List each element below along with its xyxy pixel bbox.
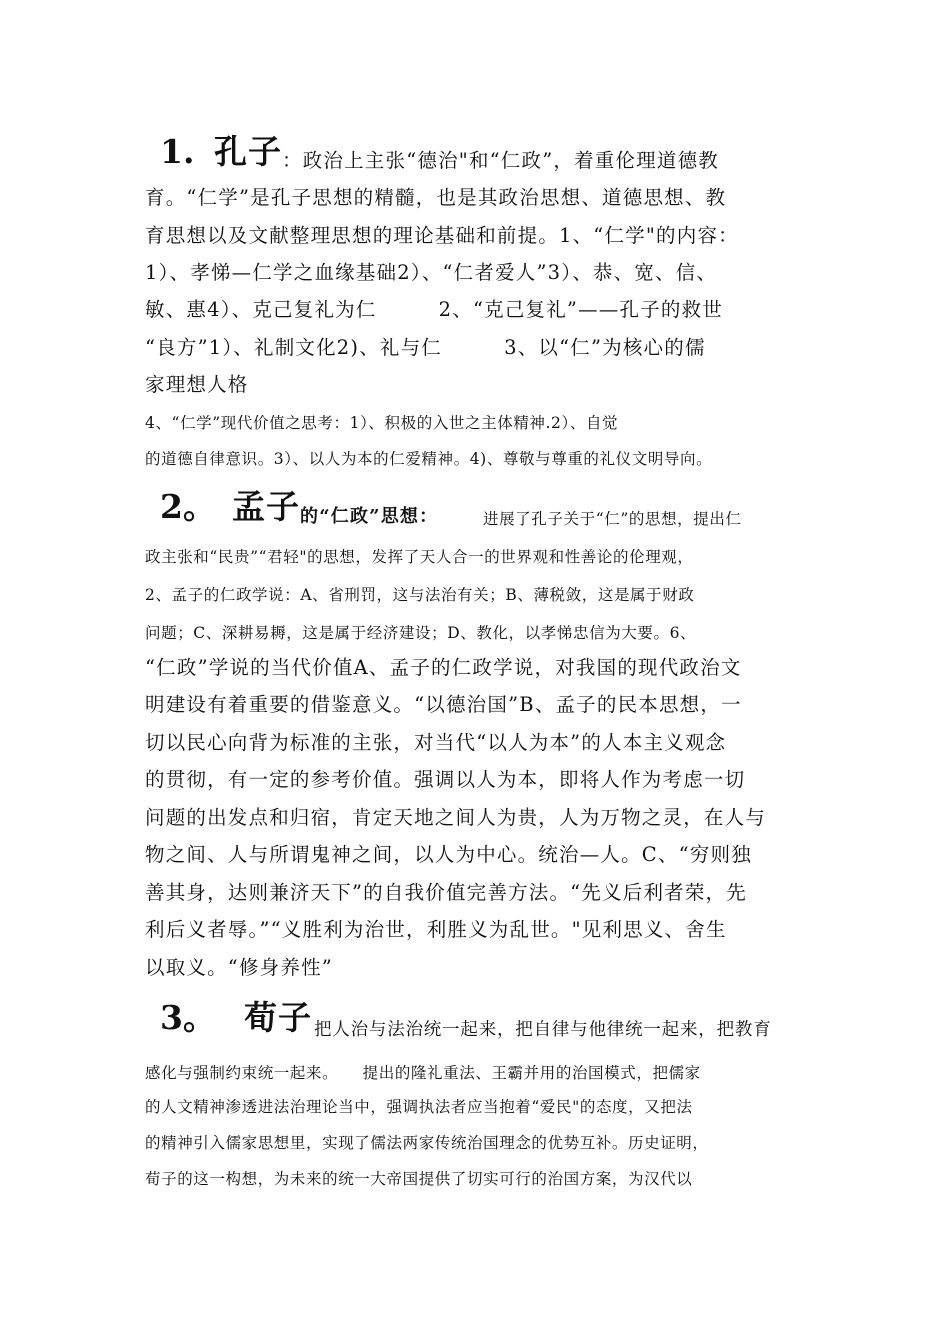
- section-1-line: 育。“仁学”是孔子思想的精髓，也是其政治思想、道德思想、教: [145, 186, 727, 209]
- section-1-number: 1.: [160, 132, 195, 171]
- section-3-small-line: 的人文精神渗透进法治理论当中，强调执法者应当抱着“爱民"的态度，又把法: [145, 1098, 693, 1116]
- section-3-small-line: 的精神引入儒家思想里，实现了儒法两家传统治国理念的优势互补。历史证明，: [145, 1134, 709, 1152]
- section-1-heading: [0, 130, 950, 174]
- section-3-heading-text: 把人治与法治统一起来，把自律与他律统一起来，把教育: [314, 1020, 772, 1040]
- section-2-line: 问题的出发点和归宿，肯定天地之间人为贵，人为万物之灵，在人与: [145, 806, 767, 829]
- section-3-small-line: 感化与强制约束统一起来。 提出的隆礼重法、王霸并用的治国模式，把儒家: [145, 1064, 701, 1082]
- section-2-number: 2。: [160, 487, 216, 526]
- section-2-name: 孟子: [232, 487, 300, 526]
- section-1-small-line: 4、“仁学”现代价值之思考：1）、积极的入世之主体精神.2）、自觉: [145, 414, 619, 432]
- section-2-heading: [0, 485, 950, 529]
- section-2-line: 利后义者辱。”“义胜利为治世，利胜义为乱世。"见利思义、舍生: [145, 918, 727, 941]
- section-2-small-line: 政主张和“民贵”“君轻"的思想，发挥了天人合一的世界观和性善论的伦理观，: [145, 548, 694, 566]
- section-3-name: 荀子: [244, 998, 312, 1037]
- section-1-line: 敏、惠4）、克己复礼为仁 2、“克己复礼”——孔子的救世: [145, 298, 724, 321]
- section-1-name: 孔子: [214, 132, 282, 171]
- section-1-line: 家理想人格: [145, 373, 249, 396]
- section-1-line: 1）、孝悌—仁学之血缘基础2）、“仁者爱人”3）、恭、宽、信、: [145, 261, 718, 284]
- section-2-small-line: 2、孟子的仁政学说：A、省刑罚，这与法治有关；B、薄税敛，这是属于财政: [145, 586, 695, 604]
- section-2-line: 善其身，达则兼济天下”的自我价值完善方法。“先义后利者荣，先: [145, 881, 747, 904]
- section-1-heading-text: ：政治上主张“德治"和“仁政”，着重伦理道德教: [282, 149, 719, 172]
- section-1-line: “良方”1）、礼制文化2)、礼与仁 3、以“仁”为核心的儒: [145, 336, 706, 359]
- section-2-heading-text: 进展了孔子关于“仁”的思想，提出仁: [483, 510, 742, 528]
- section-3-heading: [0, 996, 950, 1040]
- section-1-small-line: 的道德自律意识。3）、以人为本的仁爱精神。4)、尊敬与尊重的礼仪文明导向。: [145, 450, 713, 468]
- section-2-small-line: 问题；C、深耕易耨，这是属于经济建设；D、教化，以孝悌忠信为大要。6、: [145, 624, 697, 642]
- section-2-line: 物之间、人与所谓鬼神之间，以人为中心。统治—人。C、“穷则独: [145, 843, 752, 866]
- section-1-line: 育思想以及文献整理思想的理论基础和前提。1、“仁学"的内容：: [145, 224, 739, 247]
- section-3-number: 3。: [160, 998, 216, 1037]
- section-2-line: 明建设有着重要的借鉴意义。“以德治国”B、孟子的民本思想，一: [145, 693, 742, 716]
- section-2-line: 的贯彻，有一定的参考价值。强调以人为本，即将人作为考虑一切: [145, 768, 746, 791]
- section-3-small-line: 荀子的这一构想，为未来的统一大帝国提供了切实可行的治国方案，为汉代以: [145, 1170, 693, 1188]
- section-2-line: 切以民心向背为标准的主张，对当代“以人为本”的人本主义观念: [145, 731, 727, 754]
- section-2-line: 以取义。“修身养性”: [145, 956, 333, 979]
- section-2-line: “仁政”学说的当代价值A、孟子的仁政学说，对我国的现代政治文: [145, 656, 742, 679]
- section-2-heading-bold: 的“仁政”思想：: [300, 506, 439, 527]
